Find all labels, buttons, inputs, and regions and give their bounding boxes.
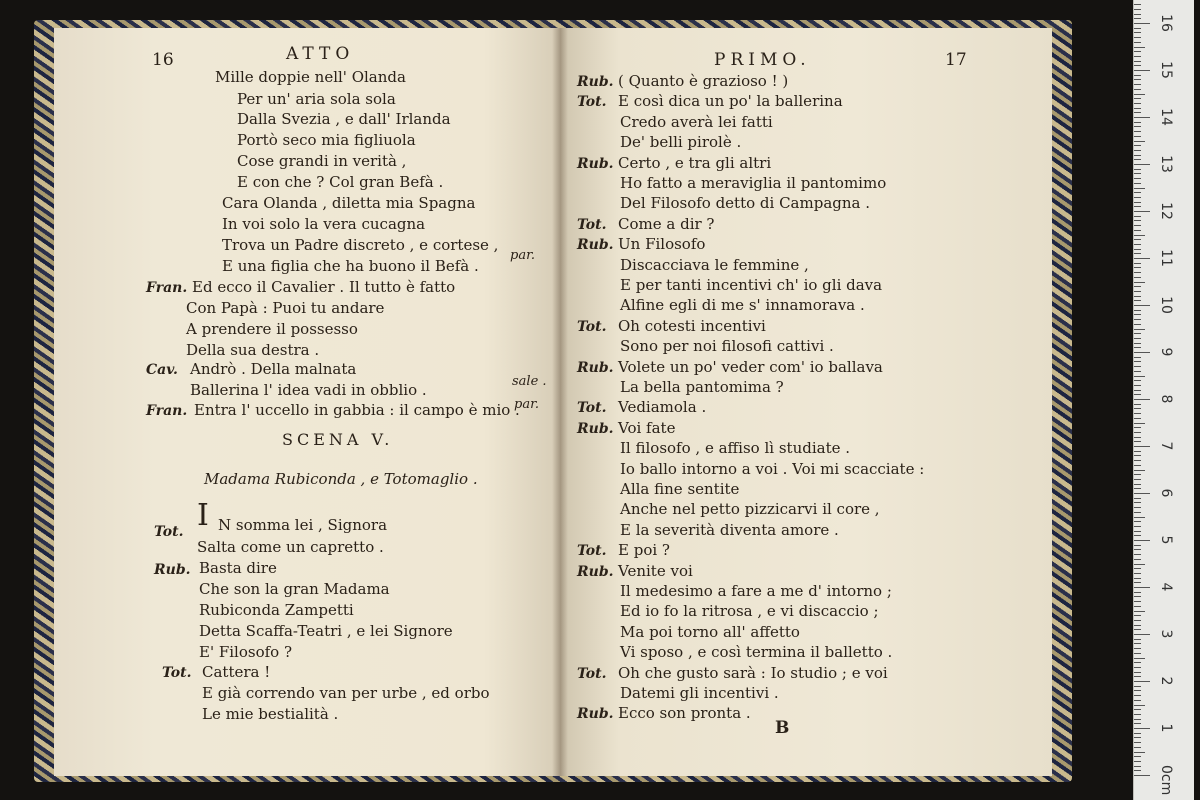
- dialogue-line: E la severità diventa amore .: [620, 520, 839, 539]
- ruler-tick: [1134, 70, 1150, 71]
- ruler-tick: [1134, 9, 1141, 10]
- ruler-tick: [1134, 277, 1141, 278]
- dialogue-line: E per tanti incentivi ch' io gli dava: [620, 276, 883, 294]
- ruler-tick: [1134, 352, 1150, 353]
- ruler-tick: [1134, 484, 1141, 485]
- ruler-number: 16: [1158, 14, 1174, 32]
- dialogue-line: A prendere il possesso: [186, 320, 358, 338]
- ruler-tick: [1134, 578, 1141, 579]
- dialogue-line: Volete un po' veder com' io ballava: [618, 357, 883, 376]
- speaker-label: Tot.: [577, 318, 607, 335]
- dialogue-line: Salta come un capretto .: [197, 538, 384, 556]
- ruler-tick: [1134, 300, 1141, 301]
- ruler-tick: [1134, 136, 1141, 137]
- dialogue-line: Con Papà : Puoi tu andare: [186, 299, 385, 317]
- ruler-tick: [1134, 611, 1145, 612]
- ruler-tick: [1134, 122, 1141, 123]
- ruler-number: 8: [1158, 394, 1174, 404]
- ruler-tick: [1134, 159, 1141, 160]
- ruler-number: 1: [1158, 723, 1174, 733]
- ruler-tick: [1134, 737, 1141, 738]
- ruler-tick: [1134, 56, 1141, 57]
- dialogue-line: Certo , e tra gli altri: [618, 153, 772, 172]
- dialogue-line: Ma poi torno all' affetto: [620, 622, 800, 641]
- dialogue-line: Discacciava le femmine ,: [620, 255, 809, 274]
- ruler-tick: [1134, 197, 1141, 198]
- ruler-tick: [1134, 770, 1141, 771]
- ruler-tick: [1134, 141, 1145, 142]
- verse-line: Mille doppie nell' Olanda: [215, 68, 406, 86]
- ruler-tick: [1134, 437, 1141, 438]
- dialogue-line: Basta dire: [199, 559, 277, 577]
- ruler-tick: [1134, 620, 1141, 621]
- ruler-tick: [1134, 253, 1141, 254]
- ruler-tick: [1134, 728, 1150, 729]
- ruler-tick: [1134, 545, 1141, 546]
- speaker-label: Rub.: [577, 420, 614, 437]
- ruler-tick: [1134, 455, 1141, 456]
- dialogue-line: Cattera !: [202, 663, 271, 681]
- ruler-tick: [1134, 554, 1141, 555]
- dialogue-line: Venite voi: [618, 561, 693, 580]
- ruler-tick: [1134, 512, 1141, 513]
- dialogue-line: N somma lei , Signora: [218, 516, 388, 534]
- ruler-tick: [1134, 540, 1150, 541]
- dialogue-line: Ed io fo la ritrosa , e vi discaccio ;: [620, 602, 879, 621]
- ruler-number: 15: [1158, 61, 1174, 79]
- ruler-tick: [1134, 756, 1141, 757]
- book-gutter: [552, 28, 568, 776]
- ruler-number: 9: [1158, 347, 1174, 357]
- ruler-tick: [1134, 178, 1141, 179]
- ruler-tick: [1134, 399, 1150, 400]
- dialogue-line: Come a dir ?: [618, 214, 715, 233]
- ruler-tick: [1134, 521, 1141, 522]
- ruler-tick: [1134, 230, 1141, 231]
- ruler-tick: [1134, 371, 1141, 372]
- stage-cue-sale: sale .: [512, 374, 547, 389]
- ruler-tick: [1134, 643, 1141, 644]
- speaker-label: Rub.: [577, 563, 614, 580]
- dialogue-line: Ecco son pronta .: [618, 704, 751, 723]
- ruler-tick: [1134, 526, 1141, 527]
- ruler-tick: [1134, 681, 1150, 682]
- scene-title: SCENA V.: [282, 430, 394, 449]
- ruler-tick: [1134, 413, 1141, 414]
- speaker-label: Tot.: [154, 524, 184, 540]
- ruler-number: 12: [1158, 202, 1174, 220]
- ruler-tick: [1134, 672, 1141, 673]
- ruler-tick: [1134, 465, 1141, 466]
- dialogue-line: E' Filosofo ?: [199, 643, 292, 661]
- dialogue-line: Alla fine sentite: [620, 480, 740, 498]
- ruler-tick: [1134, 615, 1141, 616]
- ruler-number: 5: [1158, 535, 1174, 545]
- ruler-tick: [1134, 145, 1141, 146]
- ruler-tick: [1134, 258, 1150, 259]
- speaker-label: Fran.: [146, 280, 188, 296]
- ruler-tick: [1134, 291, 1141, 292]
- ruler-tick: [1134, 441, 1141, 442]
- verse-line: Dalla Svezia , e dall' Irlanda: [237, 110, 451, 128]
- ruler-tick: [1134, 89, 1141, 90]
- drop-cap: I: [197, 498, 209, 533]
- dialogue-line: Ballerina l' idea vadi in obblio .: [190, 381, 427, 399]
- ruler-tick: [1134, 517, 1145, 518]
- running-head-right: PRIMO.: [714, 50, 811, 70]
- ruler-tick: [1134, 639, 1141, 640]
- verse-line: Per un' aria sola sola: [237, 90, 396, 108]
- ruler-tick: [1134, 592, 1141, 593]
- ruler-tick: [1134, 658, 1145, 659]
- ruler-tick: [1134, 625, 1141, 626]
- speaker-label: Tot.: [577, 216, 607, 233]
- speaker-label: Tot.: [577, 400, 607, 417]
- ruler-tick: [1134, 653, 1141, 654]
- ruler-tick: [1134, 742, 1141, 743]
- speaker-label: Rub.: [577, 74, 614, 90]
- ruler-tick: [1134, 761, 1141, 762]
- ruler-tick: [1134, 507, 1141, 508]
- ruler-tick: [1134, 446, 1150, 447]
- dialogue-line: E poi ?: [618, 541, 670, 560]
- ruler-tick: [1134, 310, 1141, 311]
- speaker-label: Fran.: [146, 403, 188, 419]
- ruler-tick: [1134, 305, 1150, 306]
- ruler-tick: [1134, 498, 1141, 499]
- ruler-number: 7: [1158, 441, 1174, 451]
- speaker-label: Tot.: [577, 94, 607, 111]
- ruler-tick: [1134, 188, 1145, 189]
- ruler-tick: [1134, 380, 1141, 381]
- measuring-ruler: [1133, 0, 1194, 800]
- ruler-tick: [1134, 451, 1141, 452]
- stage-cue-par: par.: [514, 397, 539, 412]
- ruler-tick: [1134, 705, 1145, 706]
- verse-line: Trova un Padre discreto , e cortese ,: [222, 236, 499, 254]
- ruler-tick: [1134, 282, 1145, 283]
- dialogue-line: Ho fatto a meraviglia il pantomimo: [620, 174, 887, 192]
- ruler-number: 6: [1158, 488, 1174, 498]
- ruler-number: 10: [1158, 296, 1174, 314]
- ruler-tick: [1134, 65, 1141, 66]
- dialogue-line: E già correndo van per urbe , ed orbo: [202, 684, 490, 702]
- ruler-tick: [1134, 192, 1141, 193]
- ruler-tick: [1134, 206, 1141, 207]
- right-page: [560, 28, 1052, 776]
- dialogue-line: Del Filosofo detto di Campagna .: [620, 194, 871, 213]
- dialogue-line: Credo averà lei fatti: [620, 112, 773, 131]
- ruler-tick: [1134, 333, 1141, 334]
- dialogue-line: Entra l' uccello in gabbia : il campo è mio .: [194, 401, 520, 419]
- page-number-left: 16: [152, 50, 174, 70]
- ruler-tick: [1134, 404, 1141, 405]
- ruler-tick: [1134, 4, 1141, 5]
- dialogue-line: Che son la gran Madama: [199, 580, 390, 598]
- ruler-tick: [1134, 32, 1141, 33]
- left-page: [54, 28, 560, 776]
- ruler-tick: [1134, 79, 1141, 80]
- ruler-tick: [1134, 596, 1141, 597]
- dialogue-line: Vediamola .: [618, 398, 707, 417]
- ruler-number: 11: [1158, 249, 1174, 267]
- ruler-tick: [1134, 390, 1141, 391]
- speaker-label: Rub.: [577, 359, 614, 376]
- dialogue-line: Oh cotesti incentivi: [618, 316, 766, 335]
- dialogue-line: Sono per noi filosofi cattivi .: [620, 337, 834, 356]
- ruler-tick: [1134, 14, 1141, 15]
- verse-line: E con che ? Col gran Befà .: [237, 173, 444, 191]
- ruler-tick: [1134, 155, 1141, 156]
- ruler-tick: [1134, 629, 1141, 630]
- ruler-tick: [1134, 239, 1141, 240]
- dialogue-line: Alfine egli di me s' innamorava .: [620, 296, 865, 315]
- ruler-tick: [1134, 94, 1145, 95]
- ruler-tick: [1134, 723, 1141, 724]
- ruler-number: 13: [1158, 155, 1174, 173]
- dialogue-line: E così dica un po' la ballerina: [618, 92, 843, 111]
- ruler-tick: [1134, 719, 1141, 720]
- dialogue-line: De' belli pirolè .: [620, 133, 742, 152]
- ruler-number: 4: [1158, 582, 1174, 592]
- ruler-tick: [1134, 314, 1141, 315]
- verse-line: Cose grandi in verità ,: [237, 152, 407, 170]
- ruler-tick: [1134, 18, 1141, 19]
- ruler-tick: [1134, 479, 1141, 480]
- ruler-tick: [1134, 376, 1145, 377]
- ruler-tick: [1134, 37, 1141, 38]
- ruler-tick: [1134, 427, 1141, 428]
- ruler-number: 14: [1158, 108, 1174, 126]
- ruler-tick: [1134, 23, 1150, 24]
- ruler-number: 3: [1158, 629, 1174, 639]
- ruler-tick: [1134, 220, 1141, 221]
- ruler-tick: [1134, 164, 1150, 165]
- ruler-tick: [1134, 690, 1141, 691]
- ruler-tick: [1134, 394, 1141, 395]
- ruler-tick: [1134, 61, 1141, 62]
- ruler-tick: [1134, 667, 1141, 668]
- ruler-tick: [1134, 423, 1145, 424]
- ruler-tick: [1134, 267, 1141, 268]
- ruler-tick: [1134, 126, 1141, 127]
- ruler-tick: [1134, 296, 1141, 297]
- verse-line: E una figlia che ha buono il Befà .: [222, 257, 479, 275]
- dialogue-line: Detta Scaffa-Teatri , e lei Signore: [199, 622, 453, 640]
- ruler-tick: [1134, 559, 1141, 560]
- speaker-label: Tot.: [577, 543, 607, 560]
- ruler-tick: [1134, 75, 1141, 76]
- ruler-tick: [1134, 502, 1141, 503]
- ruler-tick: [1134, 747, 1141, 748]
- dialogue-line: Il medesimo a fare a me d' intorno ;: [620, 582, 892, 600]
- ruler-tick: [1134, 357, 1141, 358]
- dialogue-line: ( Quanto è grazioso ! ): [618, 72, 789, 90]
- ruler-tick: [1134, 686, 1141, 687]
- ruler-tick: [1134, 385, 1141, 386]
- dialogue-line: Un Filosofo: [618, 235, 706, 254]
- ruler-number: 0cm: [1158, 765, 1174, 796]
- ruler-tick: [1134, 51, 1141, 52]
- ruler-tick: [1134, 103, 1141, 104]
- verse-line: In voi solo la vera cucagna: [222, 215, 426, 233]
- page-number-right: 17: [945, 50, 967, 70]
- speaker-label: Cav.: [146, 362, 178, 378]
- ruler-tick: [1134, 418, 1141, 419]
- dialogue-line: Oh che gusto sarà : Io studio ; e voi: [618, 663, 888, 682]
- ruler-number: 2: [1158, 676, 1174, 686]
- ruler-tick: [1134, 108, 1141, 109]
- ruler-tick: [1134, 695, 1141, 696]
- ruler-tick: [1134, 28, 1141, 29]
- verse-line: Cara Olanda , diletta mia Spagna: [222, 194, 476, 212]
- ruler-tick: [1134, 662, 1141, 663]
- ruler-tick: [1134, 634, 1150, 635]
- ruler-tick: [1134, 432, 1141, 433]
- ruler-tick: [1134, 766, 1141, 767]
- ruler-tick: [1134, 98, 1141, 99]
- ruler-tick: [1134, 366, 1141, 367]
- ruler-tick: [1134, 272, 1141, 273]
- ruler-tick: [1134, 531, 1141, 532]
- speaker-label: Tot.: [577, 665, 607, 682]
- ruler-tick: [1134, 319, 1141, 320]
- ruler-tick: [1134, 361, 1141, 362]
- ruler-tick: [1134, 183, 1141, 184]
- ruler-tick: [1134, 211, 1150, 212]
- dialogue-line: Ed ecco il Cavalier . Il tutto è fatto: [192, 278, 456, 296]
- ruler-tick: [1134, 329, 1145, 330]
- ruler-tick: [1134, 131, 1141, 132]
- ruler-tick: [1134, 112, 1141, 113]
- ruler-tick: [1134, 263, 1141, 264]
- ruler-tick: [1134, 338, 1141, 339]
- ruler-tick: [1134, 169, 1141, 170]
- dialogue-line: Voi fate: [618, 418, 676, 437]
- dialogue-line: Datemi gli incentivi .: [620, 684, 779, 702]
- ruler-tick: [1134, 573, 1141, 574]
- ruler-tick: [1134, 150, 1141, 151]
- ruler-tick: [1134, 343, 1141, 344]
- ruler-tick: [1134, 493, 1150, 494]
- dialogue-line: Della sua destra .: [186, 341, 320, 359]
- ruler-tick: [1134, 216, 1141, 217]
- ruler-tick: [1134, 347, 1141, 348]
- speaker-label: Rub.: [577, 237, 614, 254]
- ruler-tick: [1134, 733, 1141, 734]
- ruler-tick: [1134, 117, 1150, 118]
- ruler-tick: [1134, 47, 1145, 48]
- ruler-tick: [1134, 244, 1141, 245]
- ruler-tick: [1134, 587, 1150, 588]
- dialogue-line: La bella pantomima ?: [620, 378, 784, 396]
- dialogue-line: Andrò . Della malnata: [190, 360, 357, 378]
- ruler-tick: [1134, 286, 1141, 287]
- ruler-tick: [1134, 564, 1145, 565]
- ruler-tick: [1134, 460, 1141, 461]
- ruler-tick: [1134, 700, 1141, 701]
- ruler-tick: [1134, 324, 1141, 325]
- signature-mark: B: [775, 718, 790, 738]
- ruler-tick: [1134, 235, 1145, 236]
- dialogue-line: Io ballo intorno a voi . Voi mi scacciate :: [620, 459, 925, 478]
- ruler-tick: [1134, 42, 1141, 43]
- dialogue-line: Rubiconda Zampetti: [199, 601, 354, 619]
- running-head-left: ATTO: [286, 44, 355, 64]
- ruler-tick: [1134, 408, 1141, 409]
- dialogue-line: Il filosofo , e affiso lì studiate .: [620, 439, 851, 458]
- ruler-tick: [1134, 249, 1141, 250]
- ruler-tick: [1134, 488, 1141, 489]
- speaker-label: Rub.: [154, 562, 191, 578]
- dialogue-line: Vi sposo , e così termina il balletto .: [620, 643, 893, 662]
- ruler-tick: [1134, 775, 1150, 776]
- verse-line: Portò seco mia figliuola: [237, 131, 416, 149]
- ruler-tick: [1134, 474, 1141, 475]
- ruler-tick: [1134, 549, 1141, 550]
- ruler-tick: [1134, 225, 1141, 226]
- ruler-tick: [1134, 173, 1141, 174]
- ruler-tick: [1134, 752, 1145, 753]
- ruler-tick: [1134, 202, 1141, 203]
- ruler-tick: [1134, 606, 1141, 607]
- ruler-tick: [1134, 601, 1141, 602]
- speaker-label: Rub.: [577, 155, 614, 172]
- ruler-tick: [1134, 714, 1141, 715]
- scene-cast: Madama Rubiconda , e Totomaglio .: [204, 470, 478, 488]
- ruler-tick: [1134, 676, 1141, 677]
- stage-cue-par: par.: [510, 248, 535, 263]
- ruler-tick: [1134, 709, 1141, 710]
- ruler-tick: [1134, 648, 1141, 649]
- ruler-tick: [1134, 470, 1145, 471]
- ruler-tick: [1134, 535, 1141, 536]
- speaker-label: Tot.: [162, 665, 192, 681]
- ruler-tick: [1134, 84, 1141, 85]
- dialogue-line: Anche nel petto pizzicarvi il core ,: [620, 500, 880, 519]
- ruler-tick: [1134, 582, 1141, 583]
- ruler-tick: [1134, 568, 1141, 569]
- dialogue-line: Le mie bestialità .: [202, 705, 339, 723]
- speaker-label: Rub.: [577, 706, 614, 723]
